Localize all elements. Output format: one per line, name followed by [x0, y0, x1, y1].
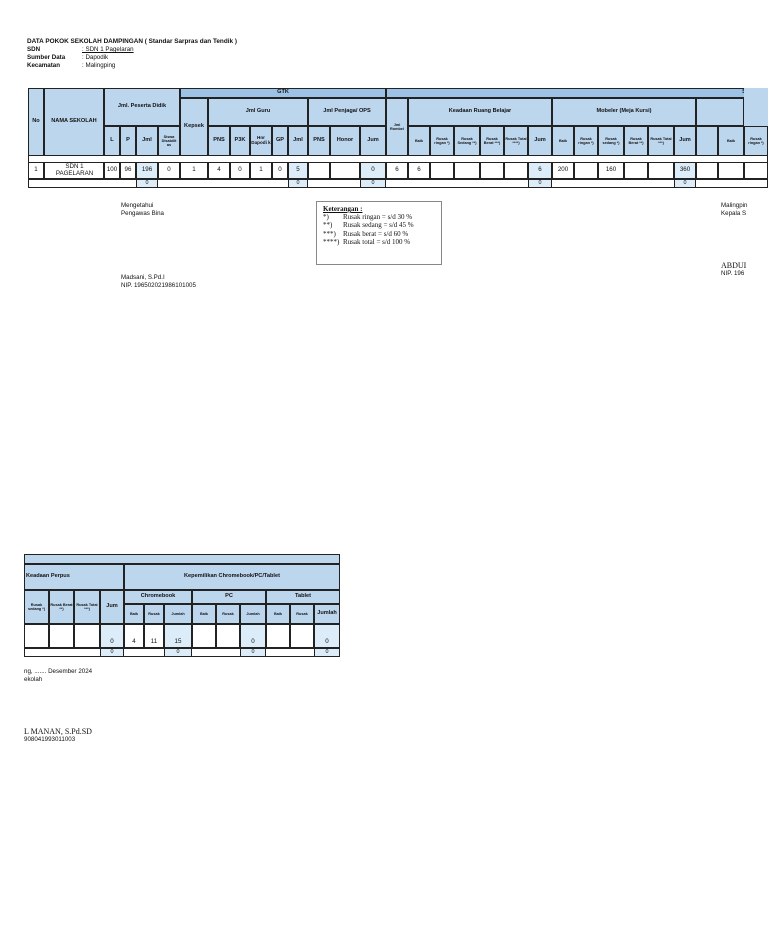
header-tablet: Tablet	[266, 590, 340, 604]
header-tablet-jumlah: Jumlah	[314, 604, 340, 624]
cell-p3k: 0	[230, 162, 250, 179]
legend-text: Rusak sedang = s/d 45 %	[343, 221, 414, 230]
header-tablet-rusak: Rusak	[290, 604, 314, 624]
header-pc-jumlah: Jumlah	[240, 604, 266, 624]
signature-bottom-line2: ekolah	[24, 675, 43, 683]
signature-right-line2: Kepala S	[721, 209, 747, 217]
cell-ruang-baik: 6	[408, 162, 430, 179]
header-mobeler-jum: Jum	[674, 126, 696, 156]
header-penjaga-jum: Jum	[360, 126, 386, 156]
header-keadaan-perpus: Keadaan Perpus	[24, 564, 124, 590]
header-pns: PNS	[208, 126, 230, 156]
header-kepemilikan: Kepemilikan Chromebook/PC/Tablet	[124, 564, 340, 590]
cell-pc-baik	[192, 624, 216, 648]
total-perpus: 0	[100, 648, 124, 657]
header-mobeler: Mobeler (Meja Kursi)	[552, 98, 696, 126]
document-title: DATA POKOK SEKOLAH DAMPINGAN ( Standar Sarpras dan Tendik )	[27, 38, 237, 45]
total-ruang: 0	[528, 179, 552, 188]
header-mobeler-rusak-total: Rusak Total ***)	[648, 126, 674, 156]
header-gp: GP	[272, 126, 288, 156]
cell-tablet-baik	[266, 624, 290, 648]
header-siswa-disabilitas: Siswa Disabilit as	[158, 126, 180, 156]
cell-cb-jumlah: 15	[164, 624, 192, 648]
cell-mobeler-baik: 200	[552, 162, 574, 179]
header-jml-guru: Jml Guru	[208, 98, 308, 126]
header-jml-guru-total: Jml	[288, 126, 308, 156]
cell-perpus-rs	[24, 624, 49, 648]
header-perpus-rusak-sedang: Rusak sedang *)	[24, 590, 49, 624]
signature-bottom-top	[24, 668, 92, 684]
cell-tablet-jumlah: 0	[314, 624, 340, 648]
total-penjaga: 0	[360, 179, 386, 188]
cell-tablet-rusak	[290, 624, 314, 648]
header-chromebook: Chromebook	[124, 590, 192, 604]
cell-no: 1	[28, 162, 44, 179]
meta-value: : Dapodik	[82, 54, 109, 61]
legend-text: Rusak berat = s/d 60 %	[343, 229, 409, 238]
header-pc: PC	[192, 590, 266, 604]
meta-value: : SDN 1 Pagelaran	[82, 46, 134, 53]
signature-left-line1: Mengetahui	[121, 202, 154, 209]
cell-mobeler-rs: 160	[598, 162, 624, 179]
header-honor-dapodik: Hnr Dapodi k	[250, 126, 272, 156]
cell-perpus-rb	[49, 624, 74, 648]
header-ruang-baik: Baik	[408, 126, 430, 156]
header-mobeler-rusak-berat: Rusak Berat **)	[624, 126, 648, 156]
signature-right-nip: NIP. 196	[721, 270, 745, 277]
legend-mark: *)	[323, 213, 329, 222]
header-mobeler-rusak-sedang: Rusak sedang *)	[598, 126, 624, 156]
legend-title: Keterangan :	[323, 205, 363, 213]
header-ruang-jum: Jum	[528, 126, 552, 156]
header-pc-baik: Baik	[192, 604, 216, 624]
cell-mobeler-jum: 360	[674, 162, 696, 179]
cell-pns: 4	[208, 162, 230, 179]
signature-bottom-name-block	[24, 727, 92, 744]
header-gtk: GTK	[180, 88, 386, 98]
header-cb-baik: Baik	[124, 604, 144, 624]
table2-top-band	[24, 554, 340, 564]
meta-key: SDN	[27, 46, 41, 53]
header-rombel: Jml Rombel	[386, 98, 408, 156]
header-mobeler-baik: Baik	[552, 126, 574, 156]
cell-ruang-jum: 6	[528, 162, 552, 179]
total-jml: 0	[136, 179, 158, 188]
signature-bottom-nip: 908041993011003	[24, 736, 76, 743]
signature-left-name: Madsani, S.Pd.I	[121, 274, 165, 281]
cell-jml-guru: 5	[288, 162, 308, 179]
signature-left-line2: Pengawas Bina	[121, 209, 164, 217]
cell-perpus-rt	[74, 624, 100, 648]
cell-penjaga-jum: 0	[360, 162, 386, 179]
legend-text: Rusak total = s/d 100 %	[343, 237, 411, 246]
header-penjaga-pns: PNS	[308, 126, 330, 156]
header-sarpras-rusak-ringan: Rusak ringan *)	[744, 126, 768, 156]
header-jml: Jml	[136, 126, 158, 156]
header-nama-sekolah: NAMA SEKOLAH	[44, 88, 104, 156]
signature-bottom-line1: ng, ....... Desember 2024	[24, 668, 93, 675]
cell-cb-rusak: 11	[144, 624, 164, 648]
signature-left-nip: NIP. 196502021986101005	[121, 281, 196, 289]
total-jml-guru: 0	[288, 179, 308, 188]
cell-nama: SDN 1 PAGELARAN	[44, 162, 104, 179]
signature-right-name: ABDUI	[721, 261, 747, 270]
header-mobeler-rusak-ringan: Rusak ringan *)	[574, 126, 598, 156]
header-l: L	[104, 126, 120, 156]
cell-pc-rusak	[216, 624, 240, 648]
header-cb-rusak: Rusak	[144, 604, 164, 624]
total-pc: 0	[240, 648, 266, 657]
header-penjaga: Jml Penjaga/ OPS	[308, 98, 386, 126]
header-ruang-rusak-total: Rusak Total ****)	[504, 126, 528, 156]
header-no: No	[28, 88, 44, 156]
header-cb-jumlah: Jumlah	[164, 604, 192, 624]
header-perpus-rusak-berat: Rusak Berat **)	[49, 590, 74, 624]
cell-disabilitas: 0	[158, 162, 180, 179]
cell-honor-dapodik: 1	[250, 162, 272, 179]
header-ruang-belajar: Keadaan Ruang Belajar	[408, 98, 552, 126]
header-kepsek: Kepsek	[180, 98, 208, 156]
cell-gp: 0	[272, 162, 288, 179]
header-tablet-baik: Baik	[266, 604, 290, 624]
signature-bottom-name: L MANAN, S.Pd.SD	[24, 727, 92, 736]
cell-p: 96	[120, 162, 136, 179]
total-tablet: 0	[314, 648, 340, 657]
header-penjaga-honor: Honor	[330, 126, 360, 156]
legend-mark: **)	[323, 221, 333, 230]
cell-pc-jumlah: 0	[240, 624, 266, 648]
header-pc-rusak: Rusak	[216, 604, 240, 624]
header-peserta-didik: Jml. Peserta Didik	[104, 88, 180, 126]
header-perpus-rusak-total: Rusak Total ***)	[74, 590, 100, 624]
total-chromebook: 0	[164, 648, 192, 657]
legend-mark: ***)	[323, 229, 336, 238]
legend-text: Rusak ringan = s/d 30 %	[343, 213, 413, 222]
cell-rombel: 6	[386, 162, 408, 179]
meta-key: Kecamatan	[27, 62, 61, 69]
cell-cb-baik: 4	[124, 624, 144, 648]
meta-value: : Malingping	[82, 62, 116, 69]
header-ruang-rusak-sedang: Rusak Sedang **)	[454, 126, 480, 156]
header-ruang-rusak-berat: Rusak Berat ***)	[480, 126, 504, 156]
total-mobeler: 0	[674, 179, 696, 188]
cell-perpus-jum: 0	[100, 624, 124, 648]
header-p3k: P3K	[230, 126, 250, 156]
meta-key: Sumber Data	[27, 54, 66, 61]
header-sarpras-baik: Baik	[718, 126, 744, 156]
signature-right-line1: Malingpin	[721, 202, 748, 209]
cell-kepsek: 1	[180, 162, 208, 179]
cell-jml: 196	[136, 162, 158, 179]
header-ruang-rusak-ringan: Rusak ringan *)	[430, 126, 454, 156]
header-perpus-jum: Jum	[100, 590, 124, 624]
legend-mark: ****)	[323, 237, 340, 246]
header-p: P	[120, 126, 136, 156]
cell-l: 100	[104, 162, 120, 179]
